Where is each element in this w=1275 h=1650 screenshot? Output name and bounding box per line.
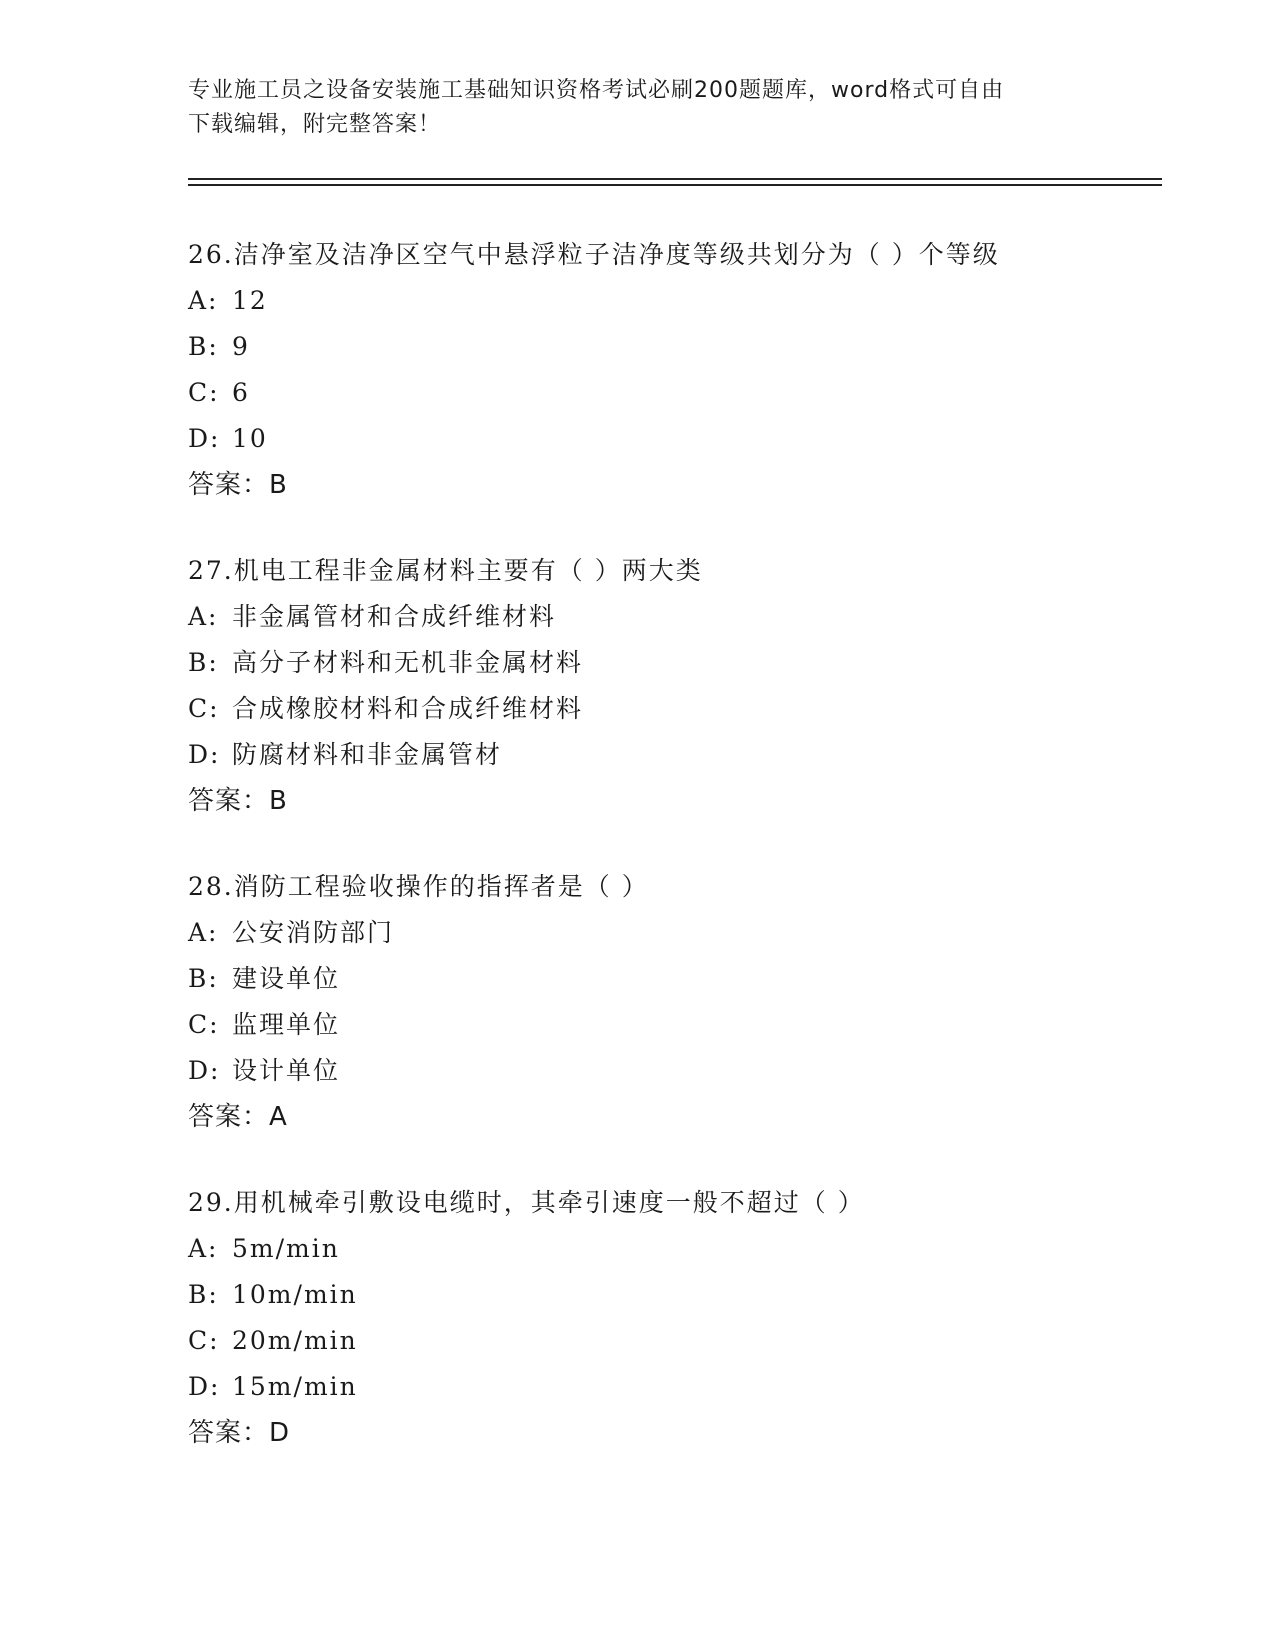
- option-key: B:: [188, 648, 219, 677]
- option-text: 合成橡胶材料和合成纤维材料: [232, 694, 584, 723]
- option-d: [188, 732, 1168, 778]
- question-title: 28.消防工程验收操作的指挥者是（ ）: [188, 872, 649, 901]
- option-key: A:: [188, 1234, 219, 1263]
- question-title: 27.机电工程非金属材料主要有（ ）两大类: [188, 556, 703, 585]
- option-a: [188, 278, 1168, 324]
- document-header: [188, 74, 1068, 142]
- option-text: 设计单位: [232, 1056, 341, 1085]
- option-b: [188, 324, 1168, 370]
- option-text: 15m/min: [232, 1372, 358, 1401]
- option-b: [188, 1272, 1168, 1318]
- option-key: B:: [188, 964, 219, 993]
- header-divider-bottom: [188, 184, 1162, 186]
- option-c: [188, 1318, 1168, 1364]
- answer-line: 答案：D: [188, 1418, 291, 1448]
- option-text: 防腐材料和非金属管材: [232, 740, 503, 769]
- option-text: 5m/min: [232, 1234, 340, 1263]
- answer-line: 答案：B: [188, 470, 288, 500]
- option-b: [188, 640, 1168, 686]
- option-text: 6: [232, 378, 250, 407]
- option-c: [188, 1002, 1168, 1048]
- option-key: D:: [188, 1372, 221, 1401]
- option-key: C:: [188, 1326, 220, 1355]
- question-27: [188, 548, 1168, 824]
- option-text: 10m/min: [232, 1280, 358, 1309]
- question-title: 26.洁净室及洁净区空气中悬浮粒子洁净度等级共划分为（ ）个等级: [188, 240, 1000, 269]
- option-key: A:: [188, 602, 219, 631]
- answer-line: 答案：A: [188, 1102, 288, 1132]
- header-line-1: 专业施工员之设备安装施工基础知识资格考试必刷200题题库，word格式可自由: [188, 78, 1005, 103]
- option-text: 非金属管材和合成纤维材料: [232, 602, 557, 631]
- option-a: [188, 910, 1168, 956]
- option-text: 9: [232, 332, 250, 361]
- option-key: D:: [188, 1056, 221, 1085]
- option-key: B:: [188, 332, 219, 361]
- option-d: [188, 1048, 1168, 1094]
- question-29: [188, 1180, 1168, 1456]
- option-c: [188, 686, 1168, 732]
- question-28: [188, 864, 1168, 1140]
- option-text: 12: [232, 286, 268, 315]
- option-text: 10: [232, 424, 268, 453]
- header-line-2: 下载编辑，附完整答案！: [188, 112, 442, 137]
- option-text: 20m/min: [232, 1326, 358, 1355]
- question-title: 29.用机械牵引敷设电缆时，其牵引速度一般不超过（ ）: [188, 1188, 865, 1217]
- option-key: C:: [188, 1010, 220, 1039]
- answer-line: 答案：B: [188, 786, 288, 816]
- option-a: [188, 594, 1168, 640]
- option-text: 监理单位: [232, 1010, 341, 1039]
- option-a: [188, 1226, 1168, 1272]
- option-d: [188, 416, 1168, 462]
- option-text: 建设单位: [232, 964, 341, 993]
- option-text: 公安消防部门: [232, 918, 395, 947]
- option-d: [188, 1364, 1168, 1410]
- option-key: C:: [188, 694, 220, 723]
- option-c: [188, 370, 1168, 416]
- option-key: C:: [188, 378, 220, 407]
- option-b: [188, 956, 1168, 1002]
- header-divider-top: [188, 178, 1162, 180]
- option-key: A:: [188, 286, 219, 315]
- option-key: B:: [188, 1280, 219, 1309]
- question-26: [188, 232, 1168, 508]
- option-text: 高分子材料和无机非金属材料: [232, 648, 584, 677]
- option-key: D:: [188, 740, 221, 769]
- option-key: A:: [188, 918, 219, 947]
- option-key: D:: [188, 424, 221, 453]
